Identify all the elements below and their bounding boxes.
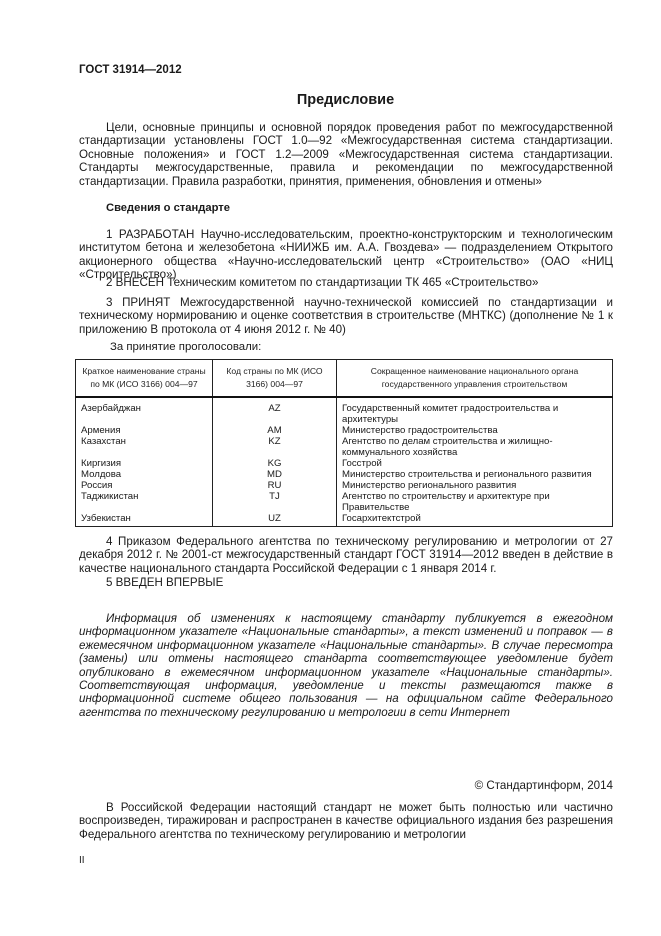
authority-name: Агентство по строительству и архитектуре при Правительстве — [337, 491, 613, 513]
voted-label: За принятие проголосовали: — [110, 341, 262, 353]
country-name: Армения — [76, 425, 213, 436]
change-notice: Информация об изменениях к настоящему стандарту публикуется в ежегодном информационном указателе «Национальные стандарты», а текст изменений и поправок — в ежемесячном информационном указателе «Национальные стандарты». В случае пересмотра (замены) или отмены настоящего стандарта соответствующее уведомление будет опубликовано в ежемесячном информационном указателе «Национальные стандарты». Соответствующая информация, уведомление и тексты размещаются также в информационной системе общего пользования — на официальном сайте Федерального агентства по техническому регулированию и метрологии в сети Интернет — [79, 612, 613, 719]
country-code: UZ — [213, 513, 337, 527]
country-code: AZ — [213, 397, 337, 425]
header-code: Код страны по МК (ИСО 3166) 004—97 — [213, 360, 337, 398]
item-5: 5 ВВЕДЕН ВПЕРВЫЕ — [106, 576, 224, 589]
table-row — [76, 513, 613, 527]
country-code: MD — [213, 469, 337, 480]
item-3: 3 ПРИНЯТ Межгосударственной научно-технической комиссией по стандартизации и техническому нормированию и оценке соответствия в строительстве (МНТКС) (дополнение № 1 к приложению В протокола от 4 июня 2012 г. № 40) — [79, 296, 613, 336]
country-name: Киргизия — [76, 458, 213, 469]
member-states-table — [75, 359, 613, 527]
authority-name: Министерство строительства и регионального развития — [337, 469, 613, 480]
table-row — [76, 469, 613, 480]
header-authority: Сокращенное наименование национального органа государственного управления строительством — [337, 360, 613, 398]
table-row — [76, 397, 613, 425]
table-row — [76, 491, 613, 513]
table-row — [76, 458, 613, 469]
copyright: © Стандартинформ, 2014 — [474, 779, 613, 792]
authority-name: Госстрой — [337, 458, 613, 469]
item-4: 4 Приказом Федерального агентства по техническому регулированию и метрологии от 27 декабря 2012 г. № 2001-ст межгосударственный стандарт ГОСТ 31914—2012 введен в действие в качестве национального стандарта Российской Федерации с 1 января 2014 г. — [79, 535, 613, 575]
country-code: KZ — [213, 436, 337, 458]
country-code: AM — [213, 425, 337, 436]
document-code: ГОСТ 31914—2012 — [79, 64, 182, 76]
table-row — [76, 436, 613, 458]
country-name: Узбекистан — [76, 513, 213, 527]
page-number: II — [79, 855, 85, 866]
country-name: Таджикистан — [76, 491, 213, 513]
table-row — [76, 480, 613, 491]
reproduction-notice: В Российской Федерации настоящий стандарт не может быть полностью или частично воспроизведен, тиражирован и распространен в качестве официального издания без разрешения Федерального агентства по техническому регулированию и метрологии — [79, 801, 613, 841]
authority-name: Министерство градостроительства — [337, 425, 613, 436]
authority-name: Госархитектстрой — [337, 513, 613, 527]
authority-name: Агентство по делам строительства и жилищно-коммунального хозяйства — [337, 436, 613, 458]
country-name: Россия — [76, 480, 213, 491]
table-header-row — [76, 360, 613, 398]
country-code: KG — [213, 458, 337, 469]
item-2: 2 ВНЕСЕН Техническим комитетом по стандартизации ТК 465 «Строительство» — [106, 276, 539, 289]
country-name: Казахстан — [76, 436, 213, 458]
header-country: Краткое наименование страны по МК (ИСО 3166) 004—97 — [76, 360, 213, 398]
page-title: Предисловие — [296, 92, 395, 108]
country-name: Молдова — [76, 469, 213, 480]
country-name: Азербайджан — [76, 397, 213, 425]
info-heading: Сведения о стандарте — [106, 202, 230, 214]
country-code: RU — [213, 480, 337, 491]
table-row — [76, 425, 613, 436]
authority-name: Министерство регионального развития — [337, 480, 613, 491]
intro-paragraph: Цели, основные принципы и основной порядок проведения работ по межгосударственной стандартизации установлены ГОСТ 1.0—92 «Межгосударственная система стандартизации. Основные положения» и ГОСТ 1.2—2009 «Межгосударственная система стандартизации. Стандарты межгосударственные, правила и рекомендации по межгосударственной стандартизации. Правила разработки, принятия, применения, обновления и отмены» — [79, 121, 613, 188]
authority-name: Государственный комитет градостроительства и архитектуры — [337, 397, 613, 425]
country-code: TJ — [213, 491, 337, 513]
item-1: 1 РАЗРАБОТАН Научно-исследовательским, проектно-конструкторским и технологическим институтом бетона и железобетона «НИИЖБ им. А.А. Гвоздева» — подразделением Открытого акционерного общества «Научно-исследовательский центр «Строительство» (ОАО «НИЦ «Строительство») — [79, 228, 613, 282]
